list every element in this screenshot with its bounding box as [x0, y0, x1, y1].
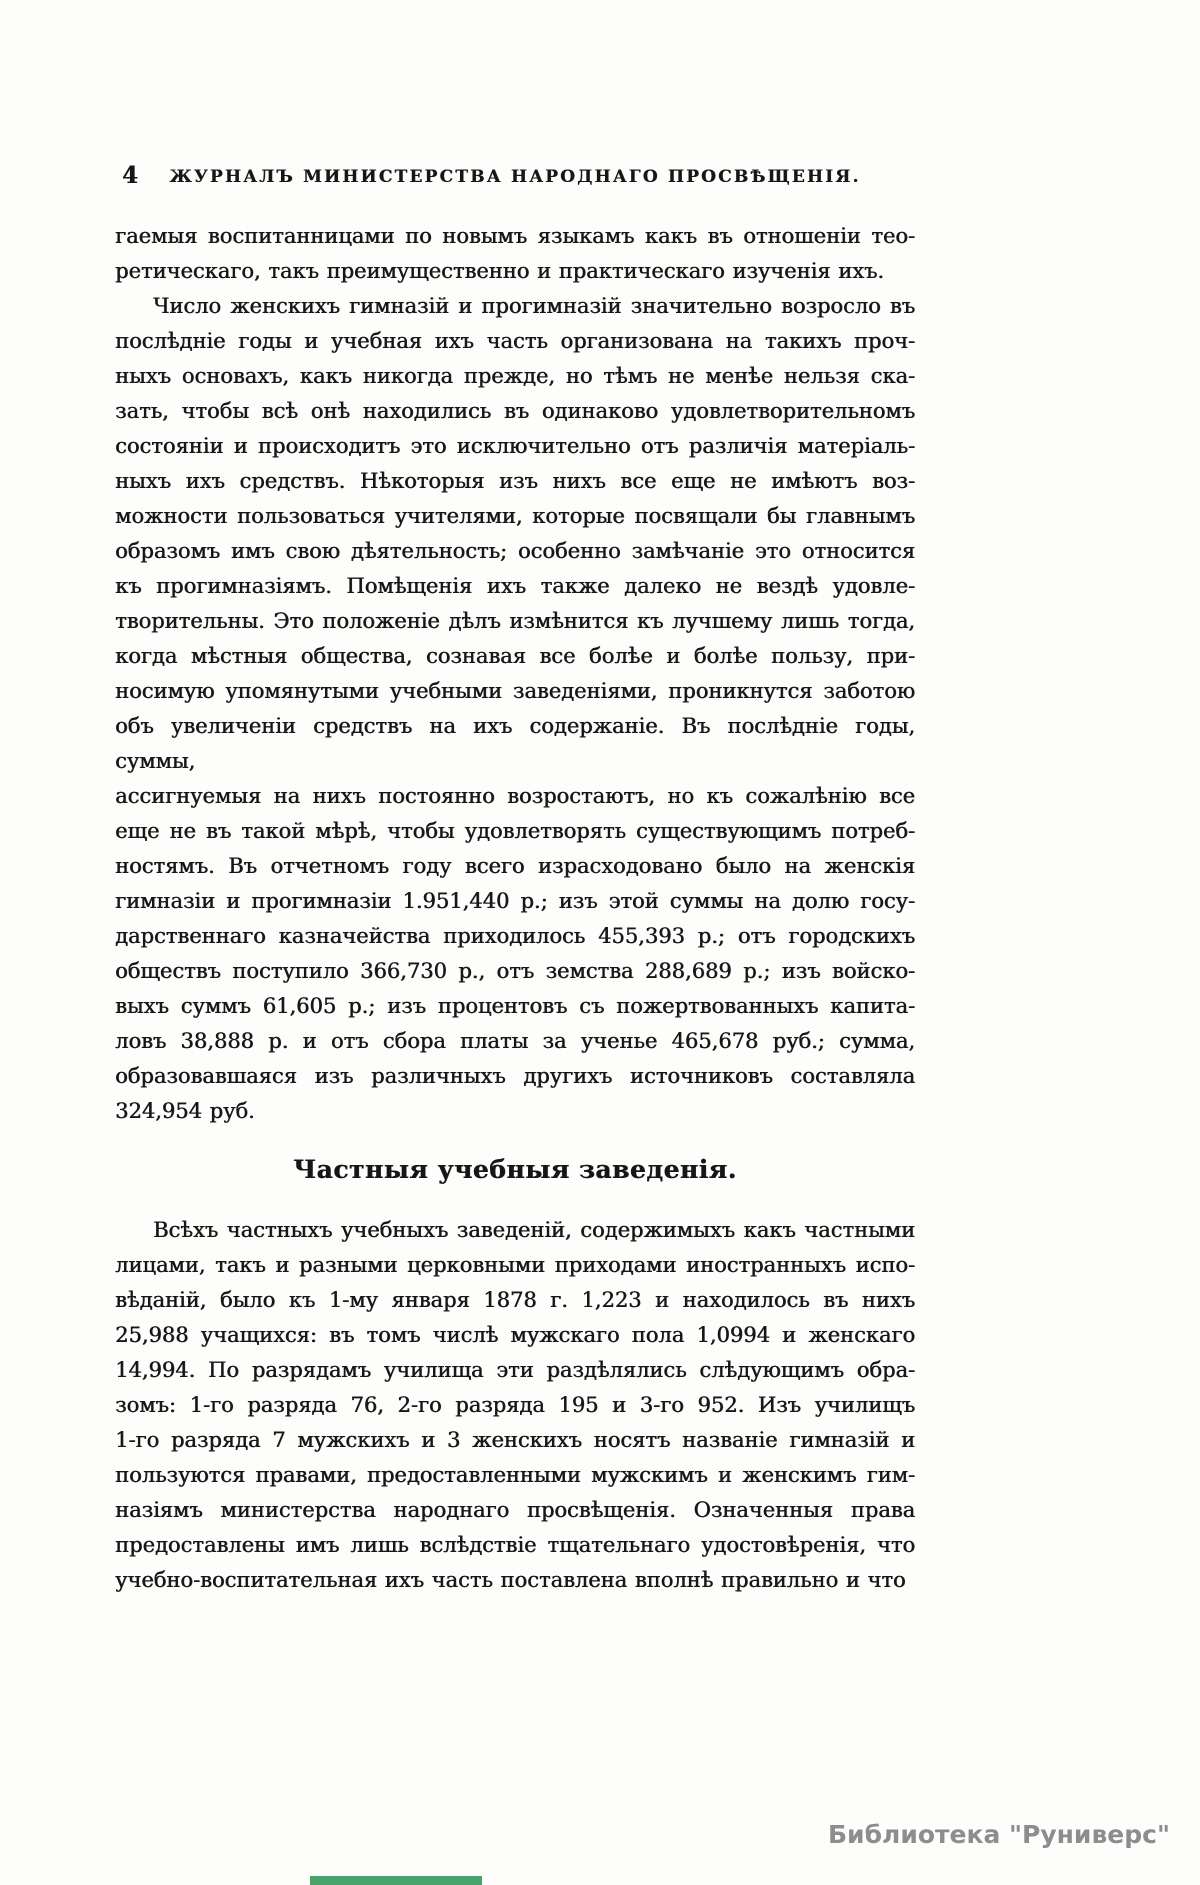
- text-line: обществъ поступило 366,730 р., отъ земства 288,689 р.; изъ войско-: [115, 959, 915, 983]
- text-line: гаемыя воспитанницами по новымъ языкамъ какъ въ отношеніи тео-: [115, 224, 915, 248]
- text-line: дарственнаго казначейства приходилось 455,393 р.; отъ городскихъ: [115, 924, 915, 948]
- text-line: предоставлены имъ лишь вслѣдствіе тщательнаго удостовѣренія, что: [115, 1533, 915, 1557]
- text-line: Всѣхъ частныхъ учебныхъ заведеній, содержимыхъ какъ частными: [153, 1218, 915, 1242]
- text-line: образомъ имъ свою дѣятельность; особенно замѣчаніе это относится: [115, 539, 915, 563]
- text-line: творительны. Это положеніе дѣлъ измѣнится къ лучшему лишь тогда,: [115, 609, 915, 633]
- text-line: ныхъ ихъ средствъ. Нѣкоторыя изъ нихъ все еще не имѣютъ воз-: [115, 469, 915, 493]
- text-line: образовавшаяся изъ различныхъ другихъ источниковъ составляла: [115, 1064, 915, 1088]
- section-heading: Частныя учебныя заведенія.: [293, 1155, 737, 1184]
- text-line: 324,954 руб.: [115, 1099, 255, 1123]
- text-line: носимую упомянутыми учебными заведеніями, проникнутся заботою: [115, 679, 915, 703]
- text-line: объ увеличеніи средствъ на ихъ содержаніе. Въ послѣдніе годы, суммы,: [115, 714, 915, 773]
- text-line: пользуются правами, предоставленными мужскимъ и женскимъ гим-: [115, 1463, 915, 1487]
- text-line: выхъ суммъ 61,605 р.; изъ процентовъ съ пожертвованныхъ капита-: [115, 994, 915, 1018]
- text-line: ретическаго, такъ преимущественно и практическаго изученія ихъ.: [115, 259, 884, 283]
- text-line: ностямъ. Въ отчетномъ году всего израсходовано было на женскія: [115, 854, 915, 878]
- text-line: ассигнуемыя на нихъ постоянно возростаютъ, но къ сожалѣнію все: [115, 784, 915, 808]
- text-line: къ прогимназіямъ. Помѣщенія ихъ также далеко не вездѣ удовле-: [115, 574, 915, 598]
- text-line: 1-го разряда 7 мужскихъ и 3 женскихъ носятъ названіе гимназій и: [115, 1428, 915, 1452]
- page-number: 4: [122, 162, 139, 189]
- watermark: Библиотека "Руниверс": [828, 1820, 1170, 1849]
- text-line: зомъ: 1-го разряда 76, 2-го разряда 195 и 3-го 952. Изъ училищъ: [115, 1393, 915, 1417]
- text-line: Число женскихъ гимназій и прогимназій значительно возросло въ: [153, 294, 915, 318]
- text-line: 14,994. По разрядамъ училища эти раздѣлялись слѣдующимъ обра-: [115, 1358, 915, 1382]
- running-header: ЖУРНАЛЪ МИНИСТЕРСТВА НАРОДНАГО ПРОСВѢЩЕНІЯ.: [169, 167, 861, 187]
- text-line: назіямъ министерства народнаго просвѣщенія. Означенныя права: [115, 1498, 915, 1522]
- text-line: 25,988 учащихся: въ томъ числѣ мужскаго пола 1,0994 и женскаго: [115, 1323, 915, 1347]
- scan-artifact-bar: [310, 1876, 482, 1885]
- text-line: послѣдніе годы и учебная ихъ часть организована на такихъ проч-: [115, 329, 915, 353]
- text-line: ловъ 38,888 р. и отъ сбора платы за ученье 465,678 руб.; сумма,: [115, 1029, 915, 1053]
- text-line: состояніи и происходитъ это исключительно отъ различія матеріаль-: [115, 434, 915, 458]
- text-line: можности пользоваться учителями, которые посвящали бы главнымъ: [115, 504, 915, 528]
- text-line: учебно-воспитательная ихъ часть поставлена вполнѣ правильно и что: [115, 1568, 906, 1592]
- text-line: когда мѣстныя общества, сознавая все болѣе и болѣе пользу, при-: [115, 644, 915, 668]
- text-line: зать, чтобы всѣ онѣ находились въ одинаково удовлетворительномъ: [115, 399, 915, 423]
- text-line: гимназіи и прогимназіи 1.951,440 р.; изъ этой суммы на долю госу-: [115, 889, 915, 913]
- body-text: [115, 219, 915, 1598]
- text-line: лицами, такъ и разными церковными приходами иностранныхъ испо-: [115, 1253, 915, 1277]
- text-line: еще не въ такой мѣрѣ, чтобы удовлетворять существующимъ потреб-: [115, 819, 915, 843]
- text-line: вѣданій, было къ 1-му января 1878 г. 1,223 и находилось въ нихъ: [115, 1288, 915, 1312]
- text-line: ныхъ основахъ, какъ никогда прежде, но тѣмъ не менѣе нельзя ска-: [115, 364, 915, 388]
